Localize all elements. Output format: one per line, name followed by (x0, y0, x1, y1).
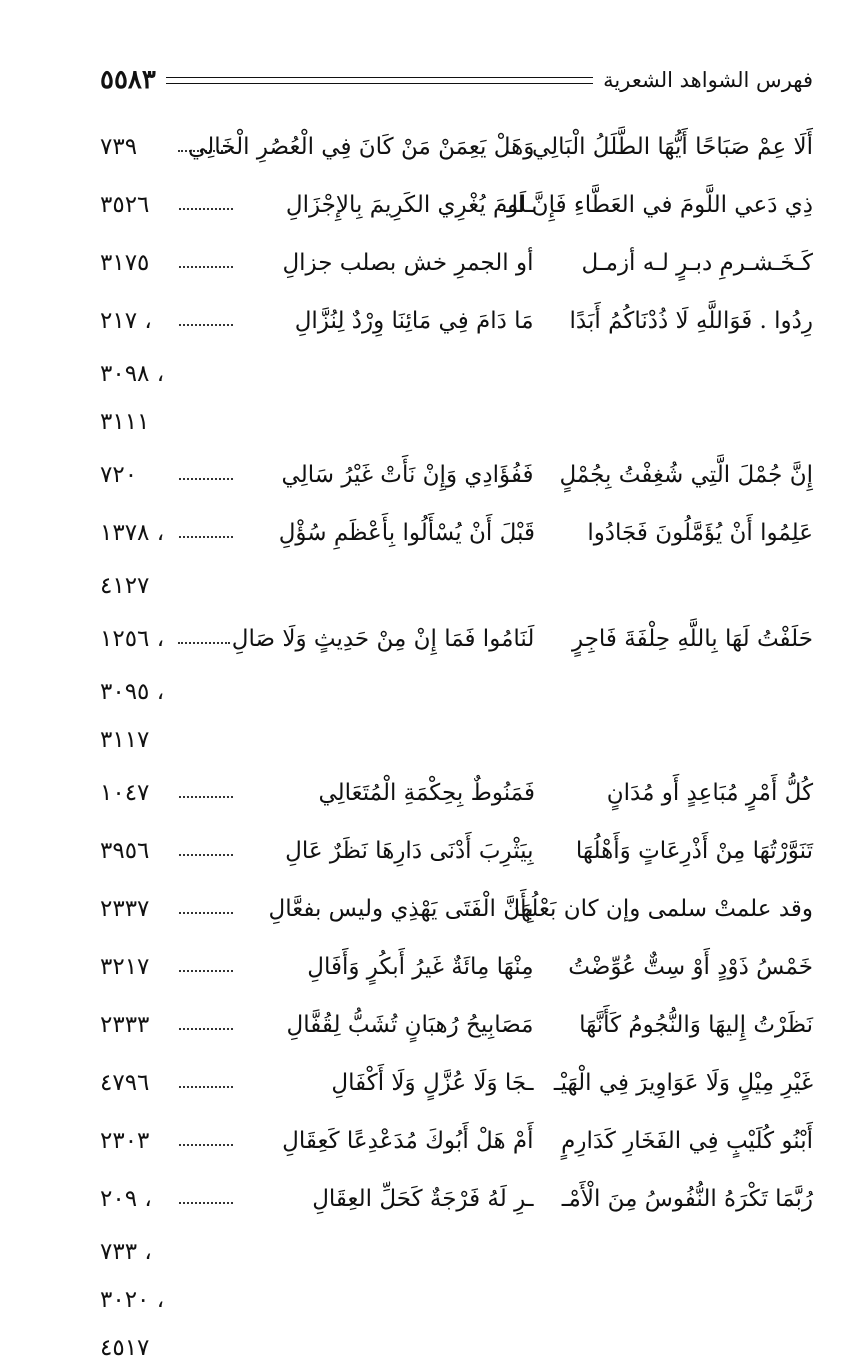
page-reference: ١٢٥٦ ، (100, 626, 165, 652)
page-reference-continuation (100, 668, 813, 716)
leader-dots (179, 1028, 232, 1030)
page-reference-continuation (100, 1324, 813, 1372)
second-hemistich: بِأَنَّ الْفَتَى يَهْذِي وليس بفعَّالِ (268, 896, 534, 922)
verse-row (100, 1112, 813, 1170)
second-hemistich: لَنَامُوا فَمَا إِنْ مِنْ حَدِيثٍ وَلَا صَالِ (231, 626, 535, 652)
page-reference: ٧٣٩ (100, 134, 138, 160)
page-header (100, 62, 813, 98)
page-reference-continuation (100, 350, 813, 398)
page-reference: ٢٣٣٣ (100, 1012, 150, 1038)
first-hemistich: أَلَا عِمْ صَبَاحًا أَيُّهَا الطَّلَلُ الْبَالِي (531, 134, 813, 160)
page-reference: ٢٠٩ ، (100, 1186, 152, 1212)
first-hemistich: خَمْسُ ذَوْدٍ أَوْ سِتٌّ عُوِّضْتُ (568, 954, 813, 980)
first-hemistich: كُلُّ أَمْرٍ مُبَاعِدٍ أَو مُدَانٍ (606, 780, 814, 806)
verse-entry (100, 504, 813, 610)
page-reference: ٢٣٣٧ (100, 896, 150, 922)
second-hemistich: أو الجمرِ خش بصلب جزالِ (282, 250, 534, 276)
page-reference: ٣١١٧ (100, 727, 150, 753)
verse-entry (100, 938, 813, 996)
second-hemistich: مَا دَامَ فِي مَائِنَا وِرْدٌ لِنُزَّالِ (294, 308, 534, 334)
page-reference: ٣٢١٧ (100, 954, 150, 980)
page-reference: ٧٣٣ ، (100, 1239, 152, 1265)
second-hemistich: مِنْهَا مِائَةٌ غَيرُ أَبكُرٍ وَأَفَالِ (307, 954, 534, 980)
second-hemistich: وَهَلْ يَعِمَنْ مَنْ كَانَ فِي الْعُصُرِ الْخَالِي (188, 134, 535, 160)
second-hemistich: بِيَثْرِبَ أَدْنَى دَارِهَا نَظَرٌ عَالِ (285, 838, 534, 864)
page-reference: ٣٠٢٠ ، (100, 1287, 165, 1313)
leader-dots (179, 1086, 232, 1088)
page-reference: ٣٩٥٦ (100, 838, 150, 864)
verse-entry (100, 1112, 813, 1170)
page-reference-continuation (100, 716, 813, 764)
first-hemistich: ذِي دَعي اللَّومَ في العَطَّاءِ فَإِنَّ الـ (504, 192, 813, 218)
verse-entry (100, 234, 813, 292)
header-rule (166, 77, 593, 84)
leader-dots (179, 266, 232, 268)
page-reference: ٤٧٩٦ (100, 1070, 150, 1096)
first-hemistich: عَلِمُوا أَنْ يُؤَمَّلُونَ فَجَادُوا (587, 520, 814, 546)
verse-entry (100, 292, 813, 446)
second-hemistich: ـلَومَ يُغْرِي الكَرِيمَ بِالإِجْزَالِ (285, 192, 534, 218)
page-reference: ٣١١١ (100, 409, 150, 435)
page-reference: ٣٠٩٥ ، (100, 679, 165, 705)
verse-entry (100, 996, 813, 1054)
verse-row (100, 118, 813, 176)
verse-entry (100, 764, 813, 822)
first-hemistich: إِنَّ جُمْلَ الَّتِي شُغِفْتُ بِجُمْلٍ (559, 462, 813, 488)
verse-row (100, 996, 813, 1054)
verse-row (100, 1054, 813, 1112)
page-reference: ٢١٧ ، (100, 308, 152, 334)
page-reference: ٤١٢٧ (100, 573, 150, 599)
verse-entry (100, 1054, 813, 1112)
leader-dots (179, 796, 233, 798)
running-title: فهرس الشواهد الشعرية (603, 68, 813, 92)
verse-row (100, 822, 813, 880)
leader-dots (179, 854, 232, 856)
verse-row (100, 504, 813, 562)
verse-index-list (100, 118, 813, 1372)
page-reference: ٣٠٩٨ ، (100, 361, 165, 387)
second-hemistich: ـرِ لَهُ فَرْجَةٌ كَحَلِّ العِقَالِ (312, 1186, 534, 1212)
second-hemistich: فَفُؤَادِي وَإِنْ نَأَتْ غَيْرُ سَالِي (281, 462, 534, 488)
verse-row (100, 1170, 813, 1228)
page-reference: ١٠٤٧ (100, 780, 150, 806)
first-hemistich: غَيْرِ مِيْلٍ وَلَا عَوَاوِيرَ فِي الْهَيْـ (553, 1070, 813, 1096)
verse-row (100, 176, 813, 234)
leader-dots (179, 970, 232, 972)
page-reference: ٣٥٢٦ (100, 192, 150, 218)
leader-dots (179, 1202, 232, 1204)
page-reference: ٤٥١٧ (100, 1335, 150, 1361)
verse-row (100, 938, 813, 996)
page-reference: ٧٢٠ (100, 462, 138, 488)
leader-dots (179, 208, 232, 210)
first-hemistich: كَـخَـشـرمِ دبـرٍ لـه أزمـل (581, 250, 813, 276)
leader-dots (179, 478, 232, 480)
verse-row (100, 610, 813, 668)
page-number: ٥٥٨٣ (100, 65, 156, 95)
page-reference-continuation (100, 1276, 813, 1324)
page-reference: ٢٣٠٣ (100, 1128, 150, 1154)
verse-entry (100, 880, 813, 938)
page-reference-continuation (100, 1228, 813, 1276)
page-reference-continuation (100, 398, 813, 446)
verse-entry (100, 118, 813, 176)
leader-dots (179, 324, 232, 326)
page-reference: ١٣٧٨ ، (100, 520, 165, 546)
second-hemistich: قَبْلَ أَنْ يُسْأَلُوا بِأَعْظَمِ سُؤْلِ (278, 520, 535, 546)
leader-dots (179, 536, 233, 538)
first-hemistich: أَبْنُو كُلَيْبٍ فِي الفَخَارِ كَدَارِمٍ (561, 1128, 813, 1154)
verse-row (100, 234, 813, 292)
second-hemistich: أَمْ هَلْ أَبُوكَ مُدَعْدِعًا كَعِقَالِ (282, 1128, 534, 1154)
first-hemistich: رِدُوا . فَوَاللَّهِ لَا ذُدْنَاكُمُ أَبَدًا (569, 308, 813, 334)
first-hemistich: رُبَّمَا تَكْرَهُ النُّفُوسُ مِنَ الْأَمْـ (561, 1186, 813, 1212)
page-reference: ٣١٧٥ (100, 250, 150, 276)
verse-entry (100, 176, 813, 234)
verse-row (100, 880, 813, 938)
verse-row (100, 446, 813, 504)
leader-dots (179, 912, 232, 914)
second-hemistich: ـجَا وَلَا عُزَّلٍ وَلَا أَكْفَالِ (331, 1070, 534, 1096)
verse-entry (100, 610, 813, 764)
second-hemistich: مَصَابِيحُ رُهبَانٍ تُشَبُّ لِقُفَّالِ (286, 1012, 534, 1038)
leader-dots (179, 1144, 232, 1146)
first-hemistich: وقد علمتْ سلمى وإن كان بَعْلُهَا (513, 896, 813, 922)
verse-entry (100, 1170, 813, 1372)
second-hemistich: فَمَنُوطٌ بِحِكْمَةِ الْمُتَعَالِي (318, 780, 535, 806)
verse-row (100, 764, 813, 822)
verse-entry (100, 822, 813, 880)
first-hemistich: نَظَرْتُ إِليهَا وَالنُّجُومُ كَأَنَّهَا (579, 1012, 813, 1038)
page-reference-continuation (100, 562, 813, 610)
verse-entry (100, 446, 813, 504)
leader-dots (178, 642, 231, 644)
first-hemistich: تَنَوَّرْتُهَا مِنْ أَذْرِعَاتٍ وَأَهْلُهَا (575, 838, 813, 864)
verse-row (100, 292, 813, 350)
first-hemistich: حَلَفْتُ لَهَا بِاللَّهِ حِلْفَةَ فَاجِرٍ (572, 626, 813, 652)
